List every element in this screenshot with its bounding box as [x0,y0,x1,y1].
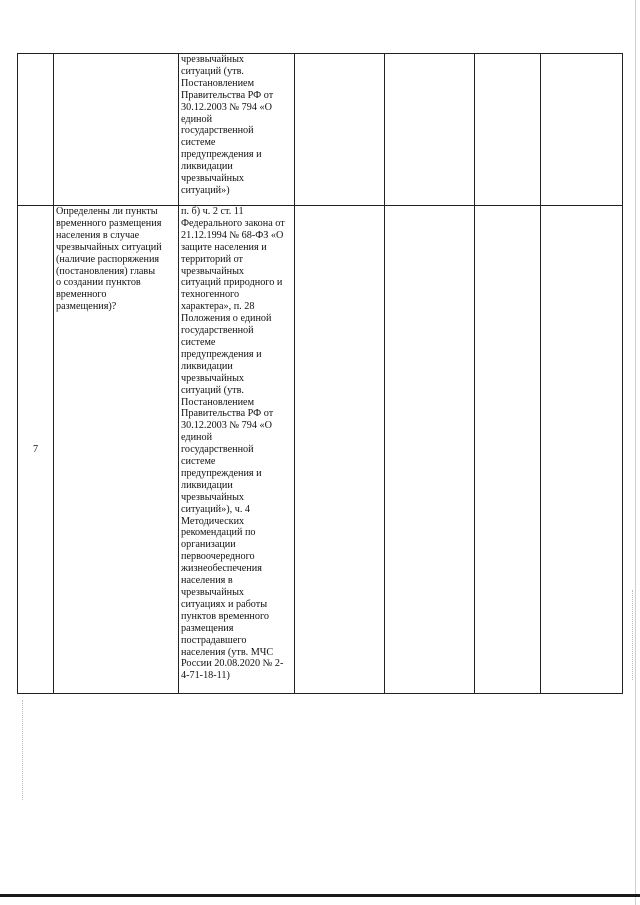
notes-cell [541,54,623,206]
legal-basis-text: чрезвычайных ситуаций (утв. Постановлением Правительства РФ от 30.12.2003 № 794 «О единой государственной системе предупреждения и ликвидации чрезвычайных ситуаций») [181,54,274,196]
scan-artifact [22,700,24,800]
row-number-cell [18,206,54,694]
legal-basis-cell [179,206,295,694]
page-edge [635,0,636,905]
row-number-cell [18,54,54,206]
question-cell [54,206,179,694]
table-row [18,206,623,694]
notes-cell [541,206,623,694]
legal-basis-cell [179,54,295,206]
answer-cell-no [385,206,475,694]
answer-cell-yes [295,206,385,694]
scan-artifact [632,590,634,680]
answer-cell-na [475,206,541,694]
answer-cell-na [475,54,541,206]
row-number: 7 [32,443,39,455]
table-row [18,54,623,206]
answer-cell-yes [295,54,385,206]
question-cell [54,54,179,206]
checklist-table [17,53,623,694]
page-bottom-edge [0,894,640,897]
answer-cell-no [385,54,475,206]
legal-basis-text: п. б) ч. 2 ст. 11 Федерального закона от 21.12.1994 № 68-ФЗ «О защите населения и территорий от чрезвычайных ситуаций природного и техногенного характера», п. 28 Положения о единой государственной системе предупреждения и ликвидации чрезвычайных ситуаций (утв. Постановлением Правительства РФ от 30.12.2003 № 794 «О единой государственной системе предупреждения и ликвидации чрезвычайных ситуаций»), ч. 4 Методических рекомендаций по организации первоочередного жизнеобеспечения населения в чрезвычайных ситуациях и работы пунктов временного размещения пострадавшего населения (утв. МЧС России 20.08.2020 № 2- 4-71-18-11) [181,206,285,682]
question-text: Определены ли пункты временного размещения населения в случае чрезвычайных ситуаций (наличие распоряжения (постановления) главы о создании пунктов временного размещения)? [56,206,162,313]
